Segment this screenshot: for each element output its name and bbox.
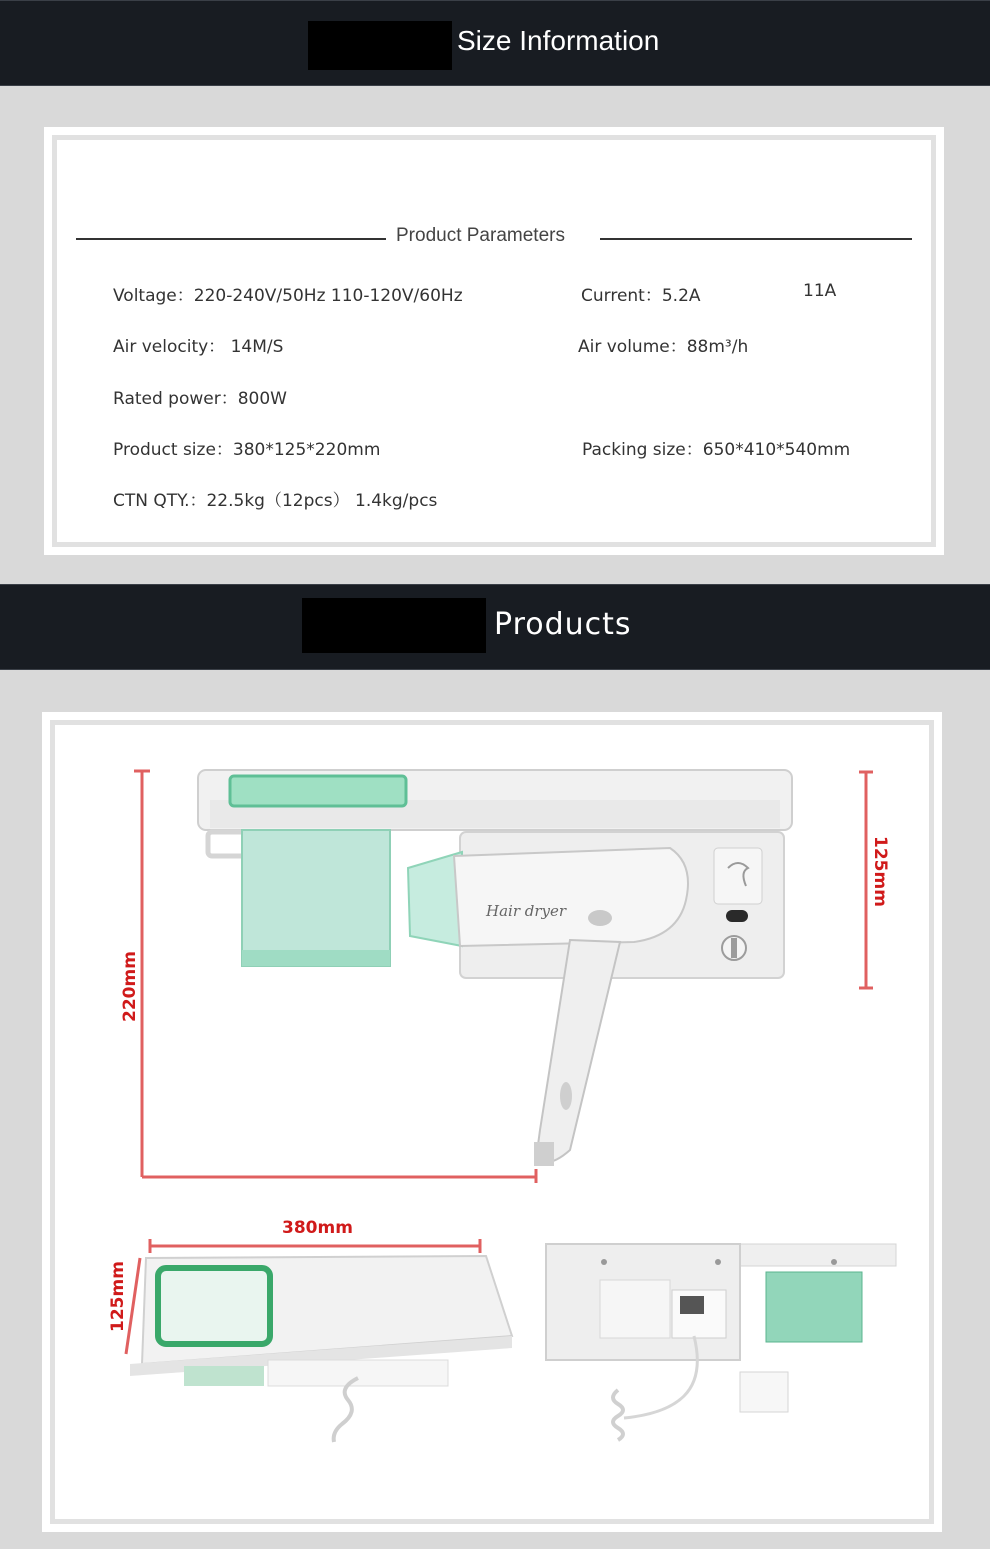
redacted-block [302, 598, 486, 653]
param-product-size: Product size：380*125*220mm [113, 440, 381, 460]
dim-height-label: 220mm [120, 951, 140, 1022]
back-view-illustration [544, 1240, 898, 1454]
dim-width-label: 380mm [282, 1218, 353, 1238]
heading-rule-right [600, 238, 912, 240]
parameters-heading-text: Product Parameters [396, 225, 565, 246]
dryer-label: Hair dryer [486, 902, 567, 920]
heading-rule-left [76, 238, 386, 240]
param-air-volume: Air volume：88m³/h [578, 337, 749, 357]
param-rated-power: Rated power：800W [113, 389, 287, 409]
param-current: Current：5.2A [581, 286, 701, 306]
dim-depth-label: 125mm [870, 836, 890, 907]
size-info-banner [0, 0, 990, 86]
dim-depth-small-label: 125mm [108, 1261, 128, 1332]
param-voltage: Voltage：220-240V/50Hz 110-120V/60Hz [113, 286, 463, 306]
parameters-heading [76, 222, 912, 252]
products-banner [0, 584, 990, 670]
products-title: Products [494, 607, 632, 642]
redacted-block [308, 21, 452, 70]
param-packing-size: Packing size：650*410*540mm [582, 440, 851, 460]
param-ctn-qty: CTN QTY.：22.5kg（12pcs） 1.4kg/pcs [113, 491, 438, 511]
size-info-title: Size Information [457, 25, 660, 56]
dimension-lines-main [128, 765, 548, 1185]
top-view-illustration [108, 1236, 518, 1446]
param-air-velocity: Air velocity： 14M/S [113, 337, 284, 357]
param-current-alt: 11A [803, 281, 837, 301]
